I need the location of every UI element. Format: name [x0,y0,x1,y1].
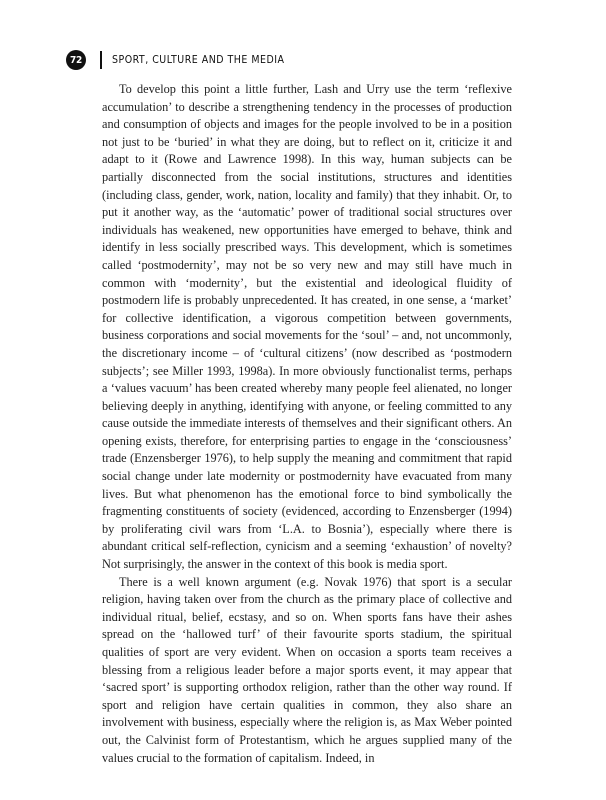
running-head: SPORT, CULTURE AND THE MEDIA [112,54,285,66]
page-number: 72 [66,50,86,70]
paragraph-1: To develop this point a little further, Lash and Urry use the term ‘reflexive accumulation’ to describe a strengthening tendency in the processes of production and consumption of objects and images for the people involved to be in a position not just to be ‘buried’ in what they are doing, but to reflect on it, criticize it and adapt to it (Rowe and Lawrence 1998). In this way, human subjects can be partially disconnected from the social institutions, structures and identities (including class, gender, work, nation, locality and family) that they inhabit. Or, to put it another way, as the ‘automatic’ power of traditional social structures over individuals has weakened, new opportunities have emerged to behave, think and identify in less socially prescribed ways. This development, which is sometimes called ‘postmodernity’, may not be so very new and may still have much in common with ‘modernity’, but the existential and ideological fluidity of postmodern life is probably unprecedented. It has created, in one sense, a ‘market’ for collective identification, a vigorous competition between governments, business corporations and social movements for the ‘soul’ – and, not uncommonly, the discretionary income – of ‘cultural citizens’ (now described as ‘postmodern subjects’; see Miller 1993, 1998a). In more obviously functionalist terms, perhaps a ‘values vacuum’ has been created whereby many people feel alienated, no longer believing deeply in anything, identifying with anyone, or feeling committed to any cause outside the immediate interests of themselves and their significant others. An opening exists, therefore, for enterprising parties to engage in the ‘consciousness’ trade (Enzensberger 1976), to help supply the meaning and commitment that rapid social change under late modernity or postmodernity have evacuated from many lives. But what phenomenon has the emotional force to bind symbolically the fragmenting constituents of society (evidenced, according to Enzensberger (1994) by proliferating civil wars from ‘L.A. to Bosnia’), especially where there is abundant critical self-reflection, cynicism and a seeming ‘exhaustion’ of novelty? Not surprisingly, the answer in the context of this book is media sport. [102,82,512,572]
page-header [66,50,285,70]
body-text [102,81,512,767]
header-divider [100,51,102,69]
paragraph-2: There is a well known argument (e.g. Novak 1976) that sport is a secular religion, having taken over from the church as the primary place of collective and individual ritual, belief, ecstasy, and so on. When sports fans have their ashes spread on the ‘hallowed turf’ of their favourite sports stadium, the spiritual qualities of sport are very evident. When on occasion a sports team receives a blessing from a religious leader before a major sports event, it may appear that ‘sacred sport’ is supporting orthodox religion, rather than the other way round. If sport and religion have certain qualities in common, they also share an involvement with business, especially where the religion is, as Max Weber pointed out, the Calvinist form of Protestantism, which he argues supplied many of the values crucial to the formation of capitalism. Indeed, in [102,574,512,765]
